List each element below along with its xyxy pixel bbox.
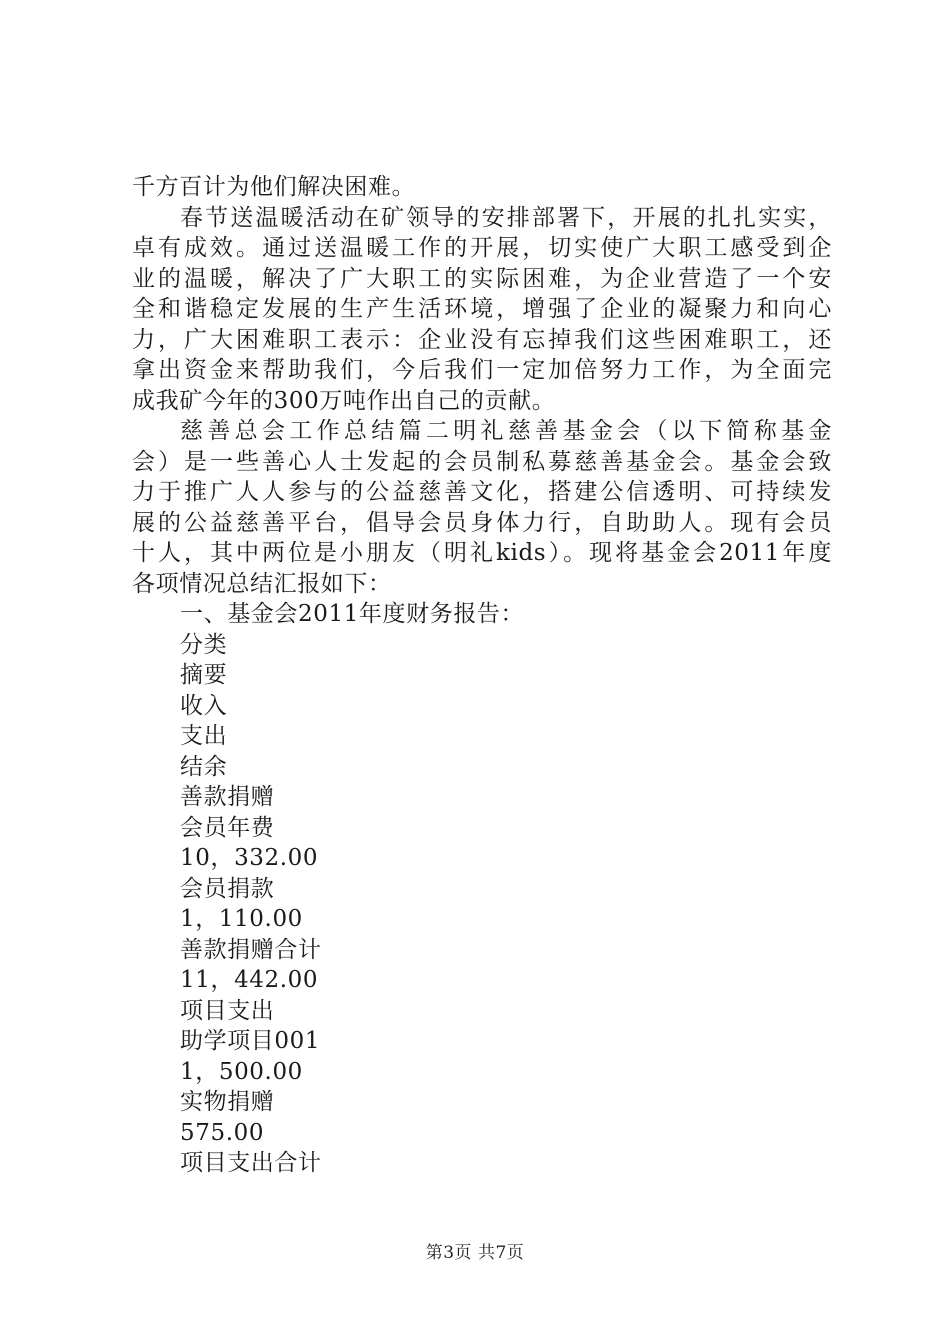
text-line: 一、基金会2011年度财务报告： [180, 601, 525, 627]
text-line: 全和谐稳定发展的生产生活环境，增强了企业的凝聚力和向心 [132, 296, 832, 322]
text-line: 1，110.00 [180, 906, 303, 932]
text-line: 善款捐赠合计 [180, 936, 322, 963]
text-line: 实物捐赠 [180, 1089, 275, 1115]
text-line: 收入 [180, 692, 228, 719]
text-line: 成我矿今年的300万吨作出自己的贡献。 [132, 387, 556, 414]
text-line: 各项情况总结汇报如下： [132, 570, 392, 597]
text-line: 575.00 [180, 1119, 265, 1146]
text-line: 卓有成效。通过送温暖工作的开展，切实使广大职工感受到企 [132, 235, 832, 261]
text-line: 会员年费 [180, 814, 275, 841]
text-line: 10，332.00 [180, 845, 319, 871]
text-line: 会）是一些善心人士发起的会员制私募慈善基金会。基金会致 [132, 448, 832, 475]
text-line: 支出 [180, 723, 228, 749]
text-line: 摘要 [180, 662, 228, 688]
text-line: 项目支出合计 [180, 1150, 322, 1176]
text-line: 1，500.00 [180, 1058, 303, 1085]
text-line: 力于推广人人参与的公益慈善文化，搭建公信透明、可持续发 [132, 479, 832, 505]
text-line: 分类 [180, 631, 228, 658]
text-line: 力，广大困难职工表示：企业没有忘掉我们这些困难职工，还 [132, 326, 832, 353]
text-line: 拿出资金来帮助我们，今后我们一定加倍努力工作，为全面完 [132, 357, 832, 383]
text-line: 业的温暖，解决了广大职工的实际困难，为企业营造了一个安 [132, 265, 832, 292]
document-body [132, 172, 832, 1179]
text-line: 助学项目001 [180, 1028, 321, 1054]
text-line: 会员捐款 [180, 875, 275, 902]
text-line: 春节送温暖活动在矿领导的安排部署下，开展的扎扎实实， [180, 204, 832, 231]
text-line: 11，442.00 [180, 967, 319, 993]
text-line: 慈善总会工作总结篇二明礼慈善基金会（以下简称基金 [180, 418, 832, 444]
page-footer: 第3页 共7页 [425, 1243, 525, 1263]
text-line: 十人，其中两位是小朋友（明礼kids）。现将基金会2011年度 [132, 540, 832, 566]
text-line: 善款捐赠 [180, 784, 275, 810]
text-line: 项目支出 [180, 997, 275, 1024]
text-line: 千方百计为他们解决困难。 [132, 174, 416, 200]
text-line: 结余 [180, 753, 228, 780]
text-line: 展的公益慈善平台，倡导会员身体力行，自助助人。现有会员 [132, 509, 832, 536]
